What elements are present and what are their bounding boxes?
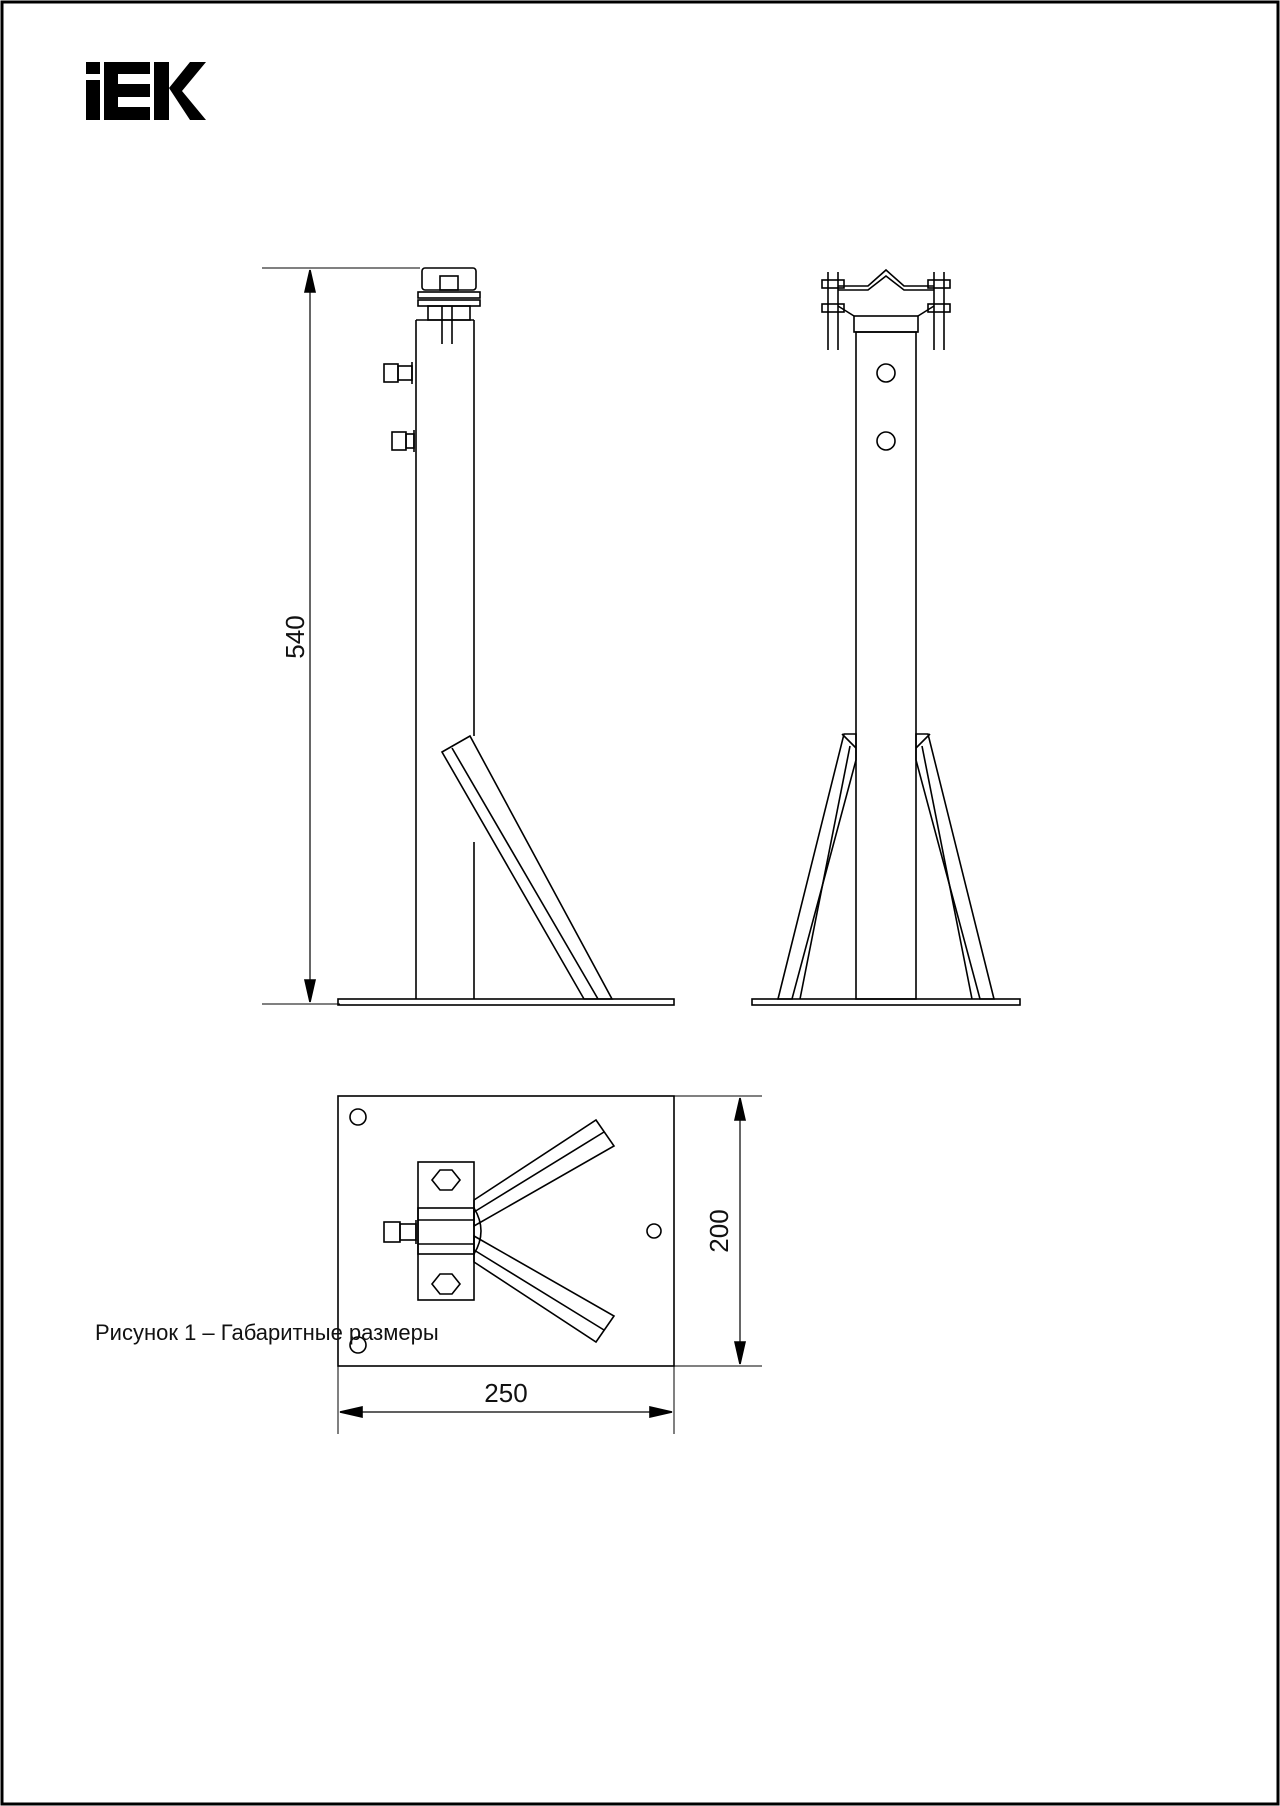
figure-caption: Рисунок 1 – Габаритные размеры xyxy=(95,1320,439,1345)
side-view xyxy=(262,268,674,1005)
height-dimension-label: 540 xyxy=(280,615,310,659)
front-view xyxy=(752,270,1020,1005)
iek-logo xyxy=(86,62,206,120)
width-dimension-label: 250 xyxy=(484,1378,528,1408)
sheet-border xyxy=(2,2,1278,1804)
plan-view xyxy=(338,1096,762,1434)
depth-dimension-label: 200 xyxy=(704,1209,734,1253)
